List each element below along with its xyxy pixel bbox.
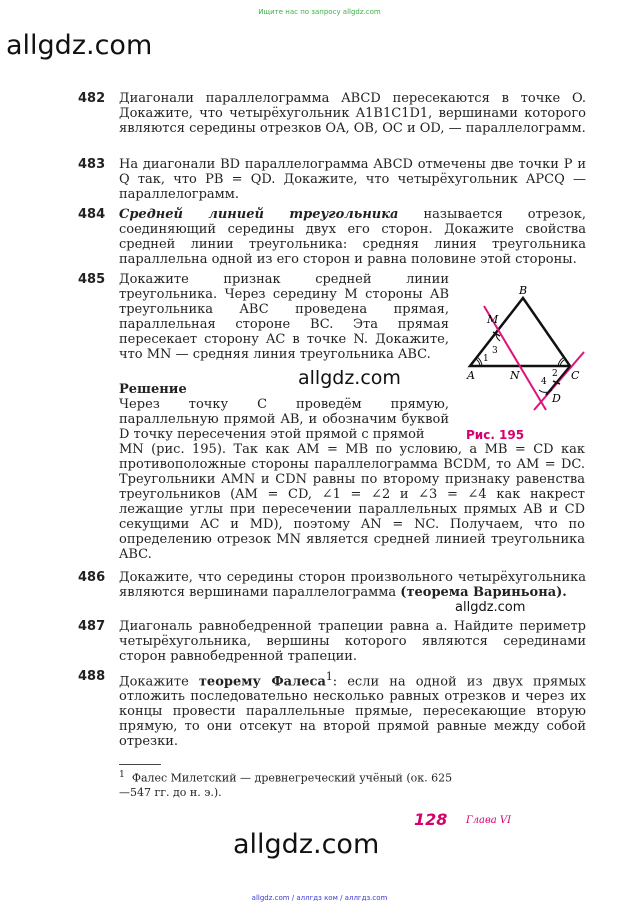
- solution-heading: Решение: [119, 382, 187, 397]
- problem-number: 488: [78, 669, 106, 684]
- label-angle-3: 3: [492, 346, 498, 356]
- problem-text: Средней линией треугольника называется отрезок, соединяющий середины двух его сторон. Докажите свойства средней линии треугольника: средняя линия треугольника параллельна одной из его сторон и равна половине этой стороны.: [119, 207, 586, 267]
- label-m: M: [487, 313, 499, 326]
- problem-text: Докажите, что середины сторон произвольного четырёхугольника являются вершинами параллелограмма (теорема Вариньона).: [119, 570, 586, 600]
- problem-number: 483: [78, 157, 106, 172]
- label-b: B: [519, 284, 528, 297]
- problem-text: Докажите признак средней линии треугольника. Через середину M стороны AB треугольника ABC проведена прямая, параллельная стороне BC. Эта прямая пересекает сторону AC в точке N. Докажите, что MN — средняя линия треугольника ABC.: [119, 272, 449, 362]
- page-number: 128: [414, 810, 448, 829]
- chapter-label: Глава VI: [466, 815, 512, 826]
- solution-heading-block: [119, 382, 449, 442]
- watermark-small: allgdz.com: [455, 600, 526, 615]
- label-angle-1: 1: [483, 354, 489, 364]
- problem-text: Докажите теорему Фалеса$^1$: если на одной из двух прямых отложить последовательно несколько равных отрезков и через их концы провести параллельные прямые, пересекающие вторую прямую, то они отсекут на второй прямой равные между собой отрезки.: [119, 670, 587, 750]
- definition-term: Средней линией треугольника: [119, 207, 399, 222]
- figure-caption: Рис. 195: [466, 428, 525, 442]
- watermark-middle: allgdz.com: [298, 367, 401, 389]
- problem-number: 484: [78, 207, 106, 222]
- problem-text: На диагонали BD параллелограмма ABCD отмечены две точки P и Q так, что PB = QD. Докажите, что четырёхугольник APCQ — параллелограмм.: [119, 157, 586, 202]
- figure-195: [460, 278, 600, 416]
- problem-text: Диагонали параллелограмма ABCD пересекаются в точке O. Докажите, что четырёхугольник A1B1C1D1, вершинами которого являются середины отрезков OA, OB, OC и OD, — параллелограмм.: [119, 91, 586, 136]
- label-angle-2: 2: [552, 369, 558, 379]
- watermark-bottom: allgdz.com: [233, 829, 380, 860]
- watermark-top: allgdz.com: [6, 30, 153, 61]
- label-d: D: [552, 392, 561, 405]
- footnote: $^1$ Фалес Милетский — древнегреческий учёный (ок. 625—547 гг. до н. э.).: [119, 769, 453, 799]
- problem-number: 487: [78, 619, 106, 634]
- problem-484: [78, 207, 586, 267]
- problem-text: Диагональ равнобедренной трапеции равна a. Найдите периметр четырёхугольника, вершины которого являются серединами сторон равнобедренной трапеции.: [119, 619, 586, 664]
- problem-483: [78, 157, 586, 202]
- label-n: N: [510, 369, 520, 382]
- footnote-ref: 1: [325, 670, 333, 683]
- label-c: C: [571, 369, 580, 382]
- solution-text: MN (рис. 195). Так как AM = MB по условию, а MB = CD как противоположные стороны параллелограмма BCDM, то AM = DC. Треугольники AMN и CDN равны по второму признаку равенства треугольников (AM = CD, ∠1 = ∠2 и ∠3 = ∠4 как накрест лежащие углы при пересечении параллельных прямых AB и CD секущими AC и MD), поэтому AN = NC. Получаем, что по определению отрезок MN является средней линией треугольника ABC.: [119, 442, 585, 562]
- problem-number: 482: [78, 91, 106, 106]
- footer-links[interactable]: allgdz.com / аллгдз ком / аллгдз.com: [251, 894, 388, 902]
- label-a: A: [467, 369, 475, 382]
- label-angle-4: 4: [541, 377, 547, 387]
- problem-486: [78, 570, 586, 600]
- search-hint: Ищите нас по запросу allgdz.com: [258, 8, 381, 16]
- theorem-name: теорему Фалеса: [198, 674, 326, 690]
- solution-lead: Через точку C проведём прямую, параллельную прямой AB, и обозначим буквой D точку пересечения этой прямой с прямой: [119, 397, 449, 442]
- theorem-name: (теорема Вариньона).: [400, 585, 567, 600]
- footnote-rule: [119, 764, 161, 765]
- problem-number: 485: [78, 272, 106, 287]
- problem-number: 486: [78, 570, 106, 585]
- problem-487: [78, 619, 586, 664]
- footnote-mark: 1: [119, 769, 125, 780]
- problem-488: [78, 669, 586, 749]
- segment-dc: [546, 366, 570, 395]
- problem-482: [78, 91, 586, 136]
